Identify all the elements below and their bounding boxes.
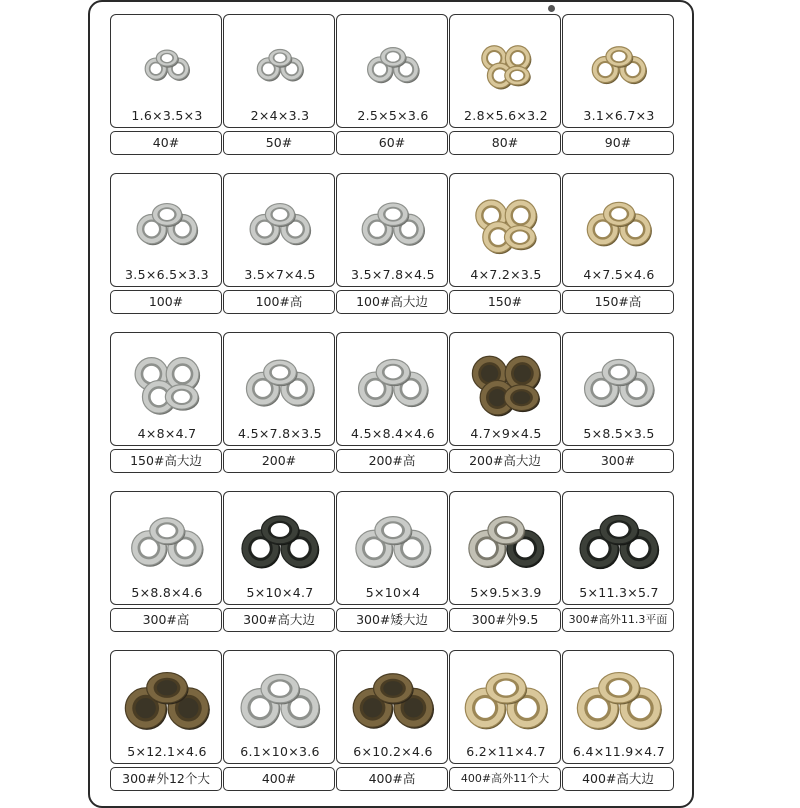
eyelet-dimensions: 1.6×3.5×3 bbox=[131, 108, 203, 123]
eyelet-dimensions: 4.7×9×4.5 bbox=[470, 426, 542, 441]
eyelet-model-code: 300#矮大边 bbox=[336, 608, 448, 632]
eyelet-dimensions: 5×11.3×5.7 bbox=[579, 585, 659, 600]
eyelet-dimensions: 5×10×4 bbox=[365, 585, 421, 600]
eyelet-dimensions: 3.1×6.7×3 bbox=[583, 108, 655, 123]
eyelet-model-code: 150# bbox=[449, 290, 561, 314]
eyelet-dimensions: 2×4×3.3 bbox=[250, 108, 310, 123]
eyelet-dimensions: 4.5×8.4×4.6 bbox=[351, 426, 435, 441]
eyelet-photo bbox=[224, 15, 336, 111]
eyelet-photo-card bbox=[449, 332, 561, 446]
eyelet-model-code: 300#高大边 bbox=[223, 608, 335, 632]
eyelet-model-code: 200#高 bbox=[336, 449, 448, 473]
eyelet-dimensions: 6.4×11.9×4.7 bbox=[572, 744, 666, 759]
eyelet-dimensions: 5×9.5×3.9 bbox=[470, 585, 542, 600]
eyelet-photo-card bbox=[110, 173, 222, 287]
eyelet-photo-card bbox=[110, 332, 222, 446]
eyelet-photo-card bbox=[223, 491, 335, 605]
eyelet-model-code: 100#高 bbox=[223, 290, 335, 314]
eyelet-photo-card bbox=[336, 650, 448, 764]
eyelet-photo bbox=[563, 492, 675, 588]
eyelet-model-code: 50# bbox=[223, 131, 335, 155]
eyelet-model-code: 300# bbox=[562, 449, 674, 473]
eyelet-photo bbox=[450, 651, 562, 747]
eyelet-model-code: 150#高 bbox=[562, 290, 674, 314]
eyelet-dimensions: 5×8.5×3.5 bbox=[583, 426, 655, 441]
eyelet-photo bbox=[450, 15, 562, 111]
eyelet-model-code: 200# bbox=[223, 449, 335, 473]
eyelet-model-code: 150#高大边 bbox=[110, 449, 222, 473]
eyelet-model-code: 40# bbox=[110, 131, 222, 155]
eyelet-photo-card bbox=[336, 332, 448, 446]
eyelet-photo-card bbox=[562, 491, 674, 605]
eyelet-photo-card bbox=[110, 491, 222, 605]
eyelet-model-code: 300#外9.5 bbox=[449, 608, 561, 632]
eyelet-photo bbox=[111, 651, 223, 747]
eyelet-photo bbox=[337, 651, 449, 747]
eyelet-dimensions: 5×12.1×4.6 bbox=[127, 744, 207, 759]
eyelet-photo bbox=[111, 15, 223, 111]
eyelet-photo bbox=[563, 15, 675, 111]
eyelet-dimensions: 6.1×10×3.6 bbox=[240, 744, 320, 759]
eyelet-photo bbox=[224, 333, 336, 429]
eyelet-model-code: 200#高大边 bbox=[449, 449, 561, 473]
eyelet-photo bbox=[563, 333, 675, 429]
eyelet-dimensions: 4×7.5×4.6 bbox=[583, 267, 655, 282]
eyelet-photo-card bbox=[449, 650, 561, 764]
eyelet-photo-card bbox=[336, 14, 448, 128]
eyelet-model-code: 400#高大边 bbox=[562, 767, 674, 791]
eyelet-photo-card bbox=[449, 14, 561, 128]
eyelet-dimensions: 6.2×11×4.7 bbox=[466, 744, 546, 759]
eyelet-dimensions: 4.5×7.8×3.5 bbox=[238, 426, 322, 441]
eyelet-photo-card bbox=[336, 173, 448, 287]
eyelet-dimensions: 4×8×4.7 bbox=[137, 426, 197, 441]
eyelet-photo-card bbox=[336, 491, 448, 605]
eyelet-model-code: 300#高 bbox=[110, 608, 222, 632]
eyelet-model-code: 100#高大边 bbox=[336, 290, 448, 314]
eyelet-dimensions: 6×10.2×4.6 bbox=[353, 744, 433, 759]
eyelet-photo bbox=[450, 492, 562, 588]
eyelet-photo-card bbox=[562, 650, 674, 764]
eyelet-dimensions: 3.5×6.5×3.3 bbox=[125, 267, 209, 282]
eyelet-model-code: 60# bbox=[336, 131, 448, 155]
eyelet-photo bbox=[337, 15, 449, 111]
eyelet-photo-card bbox=[223, 650, 335, 764]
eyelet-photo bbox=[337, 492, 449, 588]
eyelet-dimensions: 2.8×5.6×3.2 bbox=[464, 108, 548, 123]
eyelet-model-code: 300#外12个大 bbox=[110, 767, 222, 791]
eyelet-photo bbox=[337, 174, 449, 270]
eyelet-model-code: 400#高外11个大 bbox=[449, 767, 561, 791]
eyelet-photo-card bbox=[449, 491, 561, 605]
eyelet-dimensions: 5×8.8×4.6 bbox=[131, 585, 203, 600]
eyelet-photo-card bbox=[562, 14, 674, 128]
eyelet-photo-card bbox=[223, 332, 335, 446]
eyelet-dimensions: 3.5×7×4.5 bbox=[244, 267, 316, 282]
eyelet-dimensions: 3.5×7.8×4.5 bbox=[351, 267, 435, 282]
eyelet-photo bbox=[450, 174, 562, 270]
eyelet-model-code: 100# bbox=[110, 290, 222, 314]
eyelet-photo-card bbox=[449, 173, 561, 287]
eyelet-photo bbox=[224, 174, 336, 270]
eyelet-photo-card bbox=[223, 14, 335, 128]
eyelet-photo bbox=[563, 174, 675, 270]
eyelet-photo bbox=[111, 492, 223, 588]
eyelet-photo bbox=[563, 651, 675, 747]
eyelet-photo-card bbox=[562, 332, 674, 446]
eyelet-photo-card bbox=[562, 173, 674, 287]
eyelet-photo bbox=[450, 333, 562, 429]
eyelet-dimensions: 5×10×4.7 bbox=[246, 585, 314, 600]
eyelet-photo bbox=[111, 174, 223, 270]
eyelet-photo-card bbox=[223, 173, 335, 287]
eyelet-model-code: 400#高 bbox=[336, 767, 448, 791]
eyelet-photo bbox=[111, 333, 223, 429]
eyelet-photo bbox=[224, 492, 336, 588]
eyelet-model-code: 80# bbox=[449, 131, 561, 155]
eyelet-photo bbox=[224, 651, 336, 747]
eyelet-model-code: 400# bbox=[223, 767, 335, 791]
eyelet-model-code: 90# bbox=[562, 131, 674, 155]
eyelet-dimensions: 4×7.2×3.5 bbox=[470, 267, 542, 282]
eyelet-photo-card bbox=[110, 650, 222, 764]
eyelet-photo-card bbox=[110, 14, 222, 128]
eyelet-dimensions: 2.5×5×3.6 bbox=[357, 108, 429, 123]
eyelet-model-code: 300#高外11.3平面 bbox=[562, 608, 674, 632]
eyelet-photo bbox=[337, 333, 449, 429]
